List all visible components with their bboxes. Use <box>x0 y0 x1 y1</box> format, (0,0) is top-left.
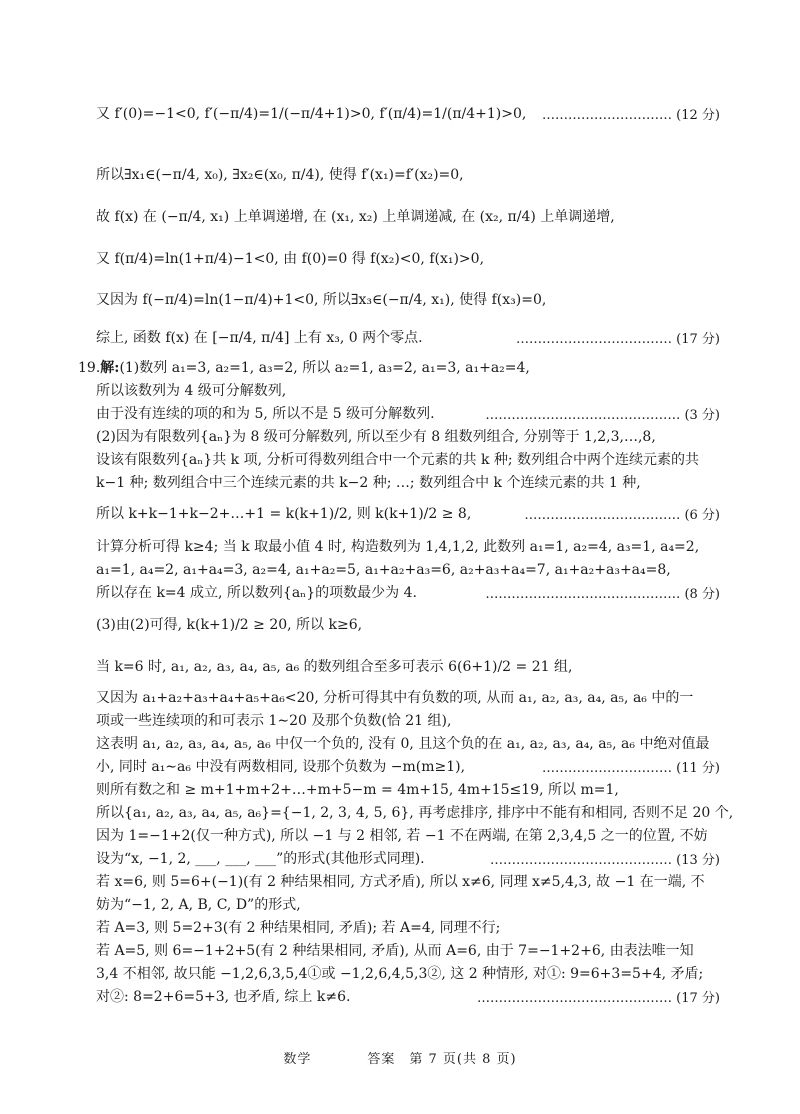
text-line: 因为 1=−1+2(仅一种方式), 所以 −1 与 2 相邻, 若 −1 不在两端, 在第 2,3,4,5 之一的位置, 不妨 <box>96 828 708 844</box>
text-line: 所以{a₁, a₂, a₃, a₄, a₅, a₆}={−1, 2, 3, 4, 5, 6}, 再考虑排序, 排序中不能有和相同, 否则不足 20 个, <box>96 805 734 821</box>
text-line: 3,4 不相邻, 故只能 −1,2,6,3,5,4①或 −1,2,6,4,5,3②, 这 2 种情形, 对①: 9=6+3=5+4, 矛盾; <box>96 966 704 982</box>
score-marker: ……………………………… (6 分) <box>524 508 720 523</box>
text-line: 设为“x, −1, 2, ___, ___, ___”的形式(其他形式同理). <box>96 851 425 867</box>
text-line: 对②: 8=2+6=5+3, 也矛盾, 综上 k≠6. <box>96 989 351 1005</box>
score-marker: ………………………… (12 分) <box>542 108 720 123</box>
score-marker: …………………………………… (13 分) <box>490 853 720 868</box>
text-line: (3)由(2)可得, k(k+1)/2 ≥ 20, 所以 k≥6, <box>96 617 363 633</box>
text-line: 项或一些连续项的和可表示 1∼20 及那个负数(恰 21 组), <box>96 713 452 729</box>
text-line: 则所有数之和 ≥ m+1+m+2+…+m+5−m = 4m+15, 4m+15≤19, 所以 m=1, <box>96 782 619 798</box>
text-line: 又因为 f(−π/4)=ln(1−π/4)+1<0, 所以∃x₃∈(−π/4, x₁), 使得 f(x₃)=0, <box>96 292 547 308</box>
text-line: 设该有限数列{aₙ}共 k 项, 分析可得数列组合中一个元素的共 k 种; 数列组合中两个连续元素的共 <box>96 452 700 468</box>
score-marker: ……………………………… (17 分) <box>516 332 720 347</box>
text-line: 所以 k+k−1+k−2+…+1 = k(k+1)/2, 则 k(k+1)/2 ≥ 8, <box>96 506 472 522</box>
text-line: k−1 种; 数列组合中三个连续元素的共 k−2 种; …; 数列组合中 k 个连续元素的共 1 种, <box>96 475 641 491</box>
text-line: 由于没有连续的项的和为 5, 所以不是 5 级可分解数列. <box>96 406 435 422</box>
text-line: 又 f(π/4)=ln(1+π/4)−1<0, 由 f(0)=0 得 f(x₂)<0, f(x₁)>0, <box>96 251 485 267</box>
score-marker: ……………………………………… (8 分) <box>485 587 720 602</box>
text-line: 故 f(x) 在 (−π/4, x₁) 上单调递增, 在 (x₁, x₂) 上单调递减, 在 (x₂, π/4) 上单调递增, <box>96 209 615 225</box>
score-marker: ……………………………………… (3 分) <box>485 408 720 423</box>
score-marker: ………………………… (11 分) <box>542 761 720 776</box>
text-line: 若 A=5, 则 6=−1+2+5(有 2 种结果相同, 矛盾), 从而 A=6, 由于 7=−1+2+6, 由表法唯一知 <box>96 943 694 959</box>
score-marker: ……………………………………… (17 分) <box>477 991 720 1006</box>
text-line: 所以该数列为 4 级可分解数列, <box>96 383 287 399</box>
text-line: 这表明 a₁, a₂, a₃, a₄, a₅, a₆ 中仅一个负的, 没有 0, 且这个负的在 a₁, a₂, a₃, a₄, a₅, a₆ 中绝对值最 <box>96 736 710 752</box>
text-line: 又因为 a₁+a₂+a₃+a₄+a₅+a₆<20, 分析可得其中有负数的项, 从而 a₁, a₂, a₃, a₄, a₅, a₆ 中的一 <box>96 690 694 706</box>
text-line: 所以∃x₁∈(−π/4, x₀), ∃x₂∈(x₀, π/4), 使得 f′(x₁)=f′(x₂)=0, <box>96 167 464 183</box>
question-header <box>78 358 738 378</box>
text-line: 小, 同时 a₁∼a₆ 中没有两数相同, 设那个负数为 −m(m≥1), <box>96 759 466 775</box>
text-line: 妨为“−1, 2, A, B, C, D”的形式, <box>96 897 301 913</box>
text-line: 综上, 函数 f(x) 在 [−π/4, π/4] 上有 x₃, 0 两个零点. <box>96 330 423 346</box>
text-inline: (1)数列 a₁=3, a₂=1, a₃=2, 所以 a₂=1, a₃=2, a₁=3, a₁+a₂=4, <box>119 360 530 376</box>
question-number: 19. <box>78 360 101 376</box>
text-line: 计算分析可得 k≥4; 当 k 取最小值 4 时, 构造数列为 1,4,1,2, 此数列 a₁=1, a₂=4, a₃=1, a₄=2, <box>96 539 700 555</box>
page-footer: 数学 答案 第 7 页(共 8 页) <box>283 1052 517 1067</box>
text-line: 若 A=3, 则 5=2+3(有 2 种结果相同, 矛盾); 若 A=4, 同理不行; <box>96 920 501 936</box>
solve-label: 解: <box>100 360 120 376</box>
text-line: (2)因为有限数列{aₙ}为 8 级可分解数列, 所以至少有 8 组数列组合, 分别等于 1,2,3,…,8, <box>96 429 656 445</box>
text-line: 若 x=6, 则 5=6+(−1)(有 2 种结果相同, 方式矛盾), 所以 x≠6, 同理 x≠5,4,3, 故 −1 在一端, 不 <box>96 874 705 890</box>
text-line: a₁=1, a₄=2, a₁+a₄=3, a₂=4, a₁+a₂=5, a₁+a₂+a₃=6, a₂+a₃+a₄=7, a₁+a₂+a₃+a₄=8, <box>96 562 671 578</box>
text-line: 所以存在 k=4 成立, 所以数列{aₙ}的项数最少为 4. <box>96 585 417 601</box>
text-line: 当 k=6 时, a₁, a₂, a₃, a₄, a₅, a₆ 的数列组合至多可表示 6(6+1)/2 = 21 组, <box>96 659 573 675</box>
text-line: 又 f′(0)=−1<0, f′(−π/4)=1/(−π/4+1)>0, f′(π/4)=1/(π/4+1)>0, <box>96 106 527 122</box>
